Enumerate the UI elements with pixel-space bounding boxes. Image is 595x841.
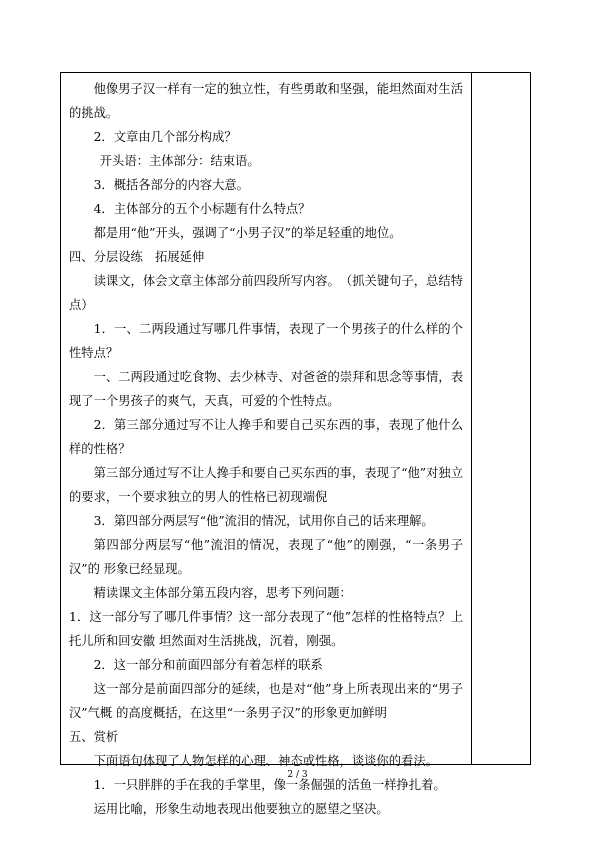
answer-line: 第三部分通过写不让人搀手和要自己买东西的事，表现了“他”对独立的要求，一个要求独立的男人的性格已初现端倪 [69, 466, 463, 504]
page-number: 2 / 3 [287, 770, 308, 780]
question-line: 3．第四部分两层写“他”流泪的情况，试用你自己的话来理解。 [93, 514, 434, 528]
text-line: 他像男子汉一样有一定的独立性，有些勇敢和坚强，能坦然面对生活的挑战。 [69, 82, 463, 120]
text-line: 读课文，体会文章主体部分前四段所写内容。 （抓关键句子，总结特点） [69, 274, 463, 312]
text-line: 都是用“他”开头，强调了“小男子汉”的举足轻重的地位。 [93, 226, 402, 240]
question-line: 2．第三部分通过写不让人搀手和要自己买东西的事，表现了他什么样的性格？ [69, 418, 463, 456]
section-heading: 四、分层设练 拓展延伸 [69, 250, 205, 264]
text-line: 4．主体部分的五个小标题有什么特点？ [93, 202, 311, 216]
text-line: 精读课文主体部分第五段内容，思考下列问题： [93, 586, 352, 600]
question-line: 1．一只胖胖的手在我的手掌里，像一条倔强的活鱼一样挣扎着。 [93, 778, 446, 792]
text-line: 2．文章由几个部分构成？ [93, 130, 237, 144]
main-content-cell [61, 73, 471, 821]
question-line: 1．这一部分写了哪几件事情？这一部分表现了“他”怎样的性格特点？上托儿所和回安徽 坦然面对生活挑战，沉着，刚强。 [69, 610, 463, 648]
question-line: 1．一、二两段通过写哪几件事情，表现了一个男孩子的什么样的个性特点？ [69, 322, 463, 360]
answer-line: 第四部分两层写“他”流泪的情况，表现了“他”的刚强，“一条男子汉”的 形象已经显现。 [69, 538, 463, 576]
answer-line: 一、二两段通过吃食物、去少林寺、对爸爸的崇拜和思念等事情，表现了一个男孩子的爽气，天真，可爱的个性特点。 [69, 370, 463, 408]
answer-line: 运用比喻，形象生动地表现出他要独立的愿望之坚决。 [93, 802, 389, 816]
section-heading: 五、赏析 [69, 730, 119, 744]
question-line: 2．这一部分和前面四部分有着怎样的联系 [93, 658, 323, 672]
text-line: 3．概括各部分的内容大意。 [93, 178, 249, 192]
column-divider [471, 73, 472, 764]
text-line: 下面语句体现了人物怎样的心理、神态或性格，谈谈你的看法。 [93, 754, 438, 768]
text-line: 开头语：主体部分：结束语。 [99, 154, 260, 168]
answer-line: 这一部分是前面四部分的延续，也是对“他”身上所表现出来的“男子汉”气概 的高度概括，在这里“一条男子汉”的形象更加鲜明 [69, 682, 463, 720]
